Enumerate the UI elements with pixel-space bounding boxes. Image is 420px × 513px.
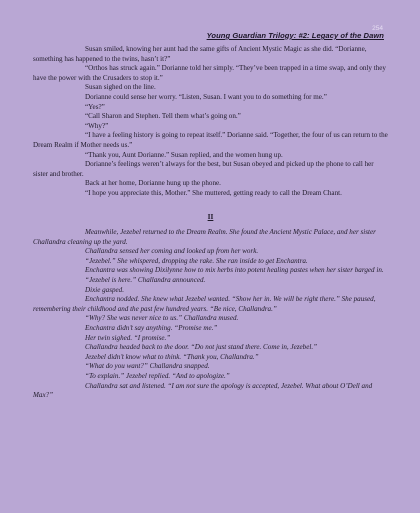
paragraph: Enchantra was showing Dixilynne how to mix herbs into potent healing pastes when her sister barged in.: [85, 266, 384, 275]
paragraph: Susan sighed on the line.: [85, 83, 156, 92]
paragraph: Challandra headed back to the door. “Do not just stand there. Come in, Jezebel.”: [85, 343, 318, 352]
paragraph: Dixie gasped.: [85, 285, 125, 294]
paragraph: Challandra sensed her coming and looked up from her work.: [85, 247, 259, 256]
running-header: Young Guardian Trilogy: #2: Legacy of the Dawn: [206, 31, 384, 40]
paragraph: “Thank you, Aunt Dorianne.” Susan replied, and the women hung up.: [85, 150, 283, 159]
paragraph: Enchantra didn’t say anything. “Promise me.”: [85, 324, 218, 333]
paragraph: “Call Sharon and Stephen. Tell them what’s going on.”: [85, 112, 241, 121]
paragraph: “Why? She was never nice to us.” Challandra mused.: [85, 314, 239, 323]
paragraph: Enchantra nodded. She knew what Jezebel wanted. “Show her in. We will be right there.” She paused, remembering their childhood and the past few hundred years. “Be nice, Challandra.”: [33, 295, 376, 313]
page-number: 254: [372, 25, 383, 32]
paragraph: “What do you want?” Challandra snapped.: [85, 362, 210, 371]
paragraph: “I hope you appreciate this, Mother.” She muttered, getting ready to call the Dream Chant.: [85, 188, 342, 197]
paragraph: “Jezebel is here.” Challandra announced.: [85, 276, 206, 285]
paragraph: “Why?”: [85, 121, 109, 130]
page-body: [33, 45, 388, 401]
paragraph: “Yes?”: [85, 102, 105, 111]
paragraph: “To explain.” Jezebel replied. “And to apologize.”: [85, 372, 230, 380]
paragraph: “Jezebel.” She whispered, dropping the rake. She ran inside to get Enchantra.: [85, 256, 308, 265]
section-heading: II: [207, 211, 214, 221]
paragraph: Challandra sat and listened. “I am not sure the apology is accepted, Jezebel. What about O’Dell and Max?”: [33, 381, 373, 400]
paragraph: Back at her home, Dorianne hung up the phone.: [85, 179, 221, 188]
paragraph: Meanwhile, Jezebel returned to the Dream Realm. She found the Ancient Mystic Palace, and her sister Challandra cleaning up the yard.: [33, 228, 376, 246]
paragraph: “I have a feeling history is going to repeat itself.” Dorianne said. “Together, the four of us can return to the Dream Realm if Mother needs us.”: [33, 131, 388, 149]
paragraph: Susan smiled, knowing her aunt had the same gifts of Ancient Mystic Magic as she did. “Dorianne, something has happened to the twins, hasn’t it?”: [33, 45, 367, 63]
section-one: [33, 45, 388, 199]
paragraph: “Orthos has struck again.” Dorianne told her simply. “They’ve been trapped in a time swap, and only they have the power with the Crusaders to stop it.”: [33, 64, 386, 82]
paragraph: Jezebel didn’t know what to think. “Thank you, Challandra.”: [85, 352, 259, 361]
section-two: [33, 228, 388, 401]
paragraph: Her twin sighed. “I promise.”: [85, 333, 171, 342]
paragraph: Dorianne could sense her worry. “Listen, Susan. I want you to do something for me.”: [85, 92, 327, 101]
paragraph: Dorianne’s feelings weren’t always for the best, but Susan obeyed and picked up the phone to call her sister and brother.: [33, 160, 374, 178]
